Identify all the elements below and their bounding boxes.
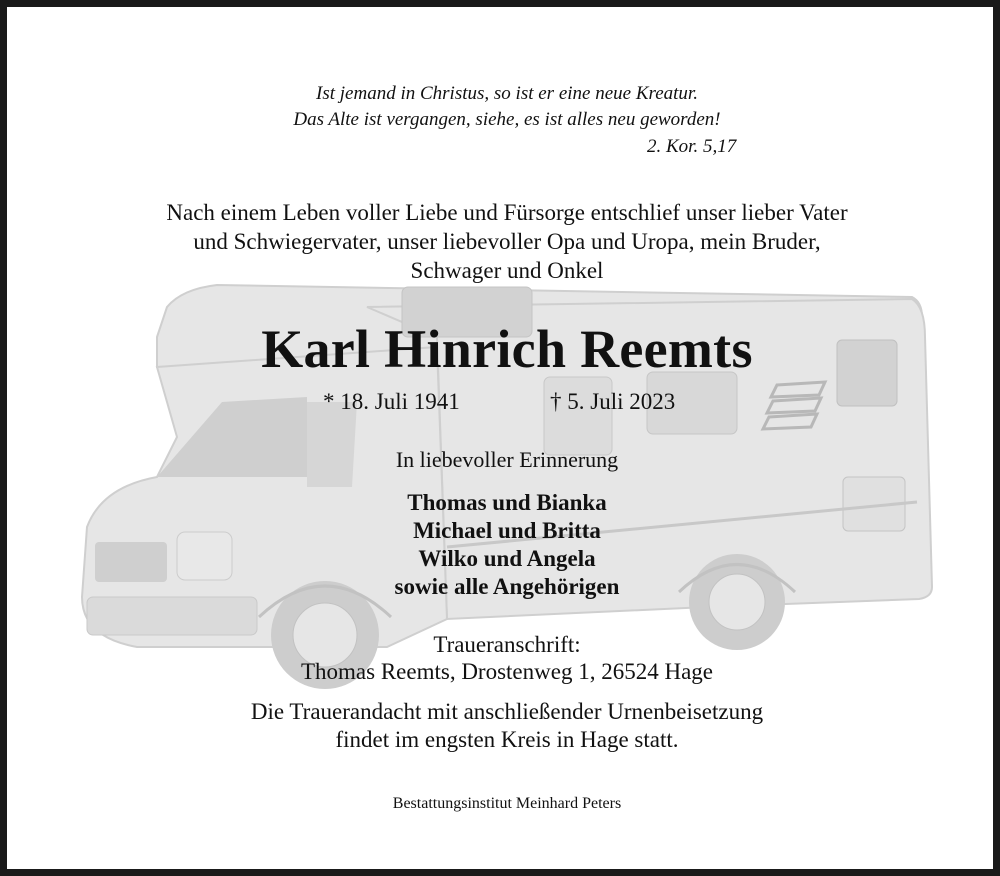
death-date: † 5. Juli 2023 [550,389,676,414]
verse-line-2: Das Alte ist vergangen, siehe, es ist alles neu geworden! [293,109,721,130]
verse-line-1: Ist jemand in Christus, so ist er eine neue Kreatur. [316,83,698,104]
mourner-line: Thomas und Bianka [407,490,607,515]
mourner-line: sowie alle Angehörigen [394,574,620,599]
address-label: Traueranschrift: [433,632,581,657]
funeral-home: Bestattungsinstitut Meinhard Peters [392,795,622,812]
service-line-1: Die Trauerandacht mit anschließender Urnenbeisetzung [250,699,764,724]
mourner-line: Wilko und Angela [418,546,596,571]
intro-line-3: Schwager und Onkel [410,258,604,283]
service-line-2: findet im engsten Kreis in Hage statt. [335,727,679,752]
birth-date: * 18. Juli 1941 [323,389,460,414]
intro-line-2: und Schwiegervater, unser liebevoller Opa und Uropa, mein Bruder, [193,229,821,254]
address-value: Thomas Reemts, Drostenweg 1, 26524 Hage [300,659,713,684]
verse-reference: 2. Kor. 5,17 [647,136,737,157]
remembrance-line: In liebevoller Erinnerung [395,447,619,472]
deceased-name: Karl Hinrich Reemts [261,319,753,379]
mourner-line: Michael und Britta [413,518,601,543]
intro-line-1: Nach einem Leben voller Liebe und Fürsorge entschlief unser lieber Vater [166,200,848,225]
